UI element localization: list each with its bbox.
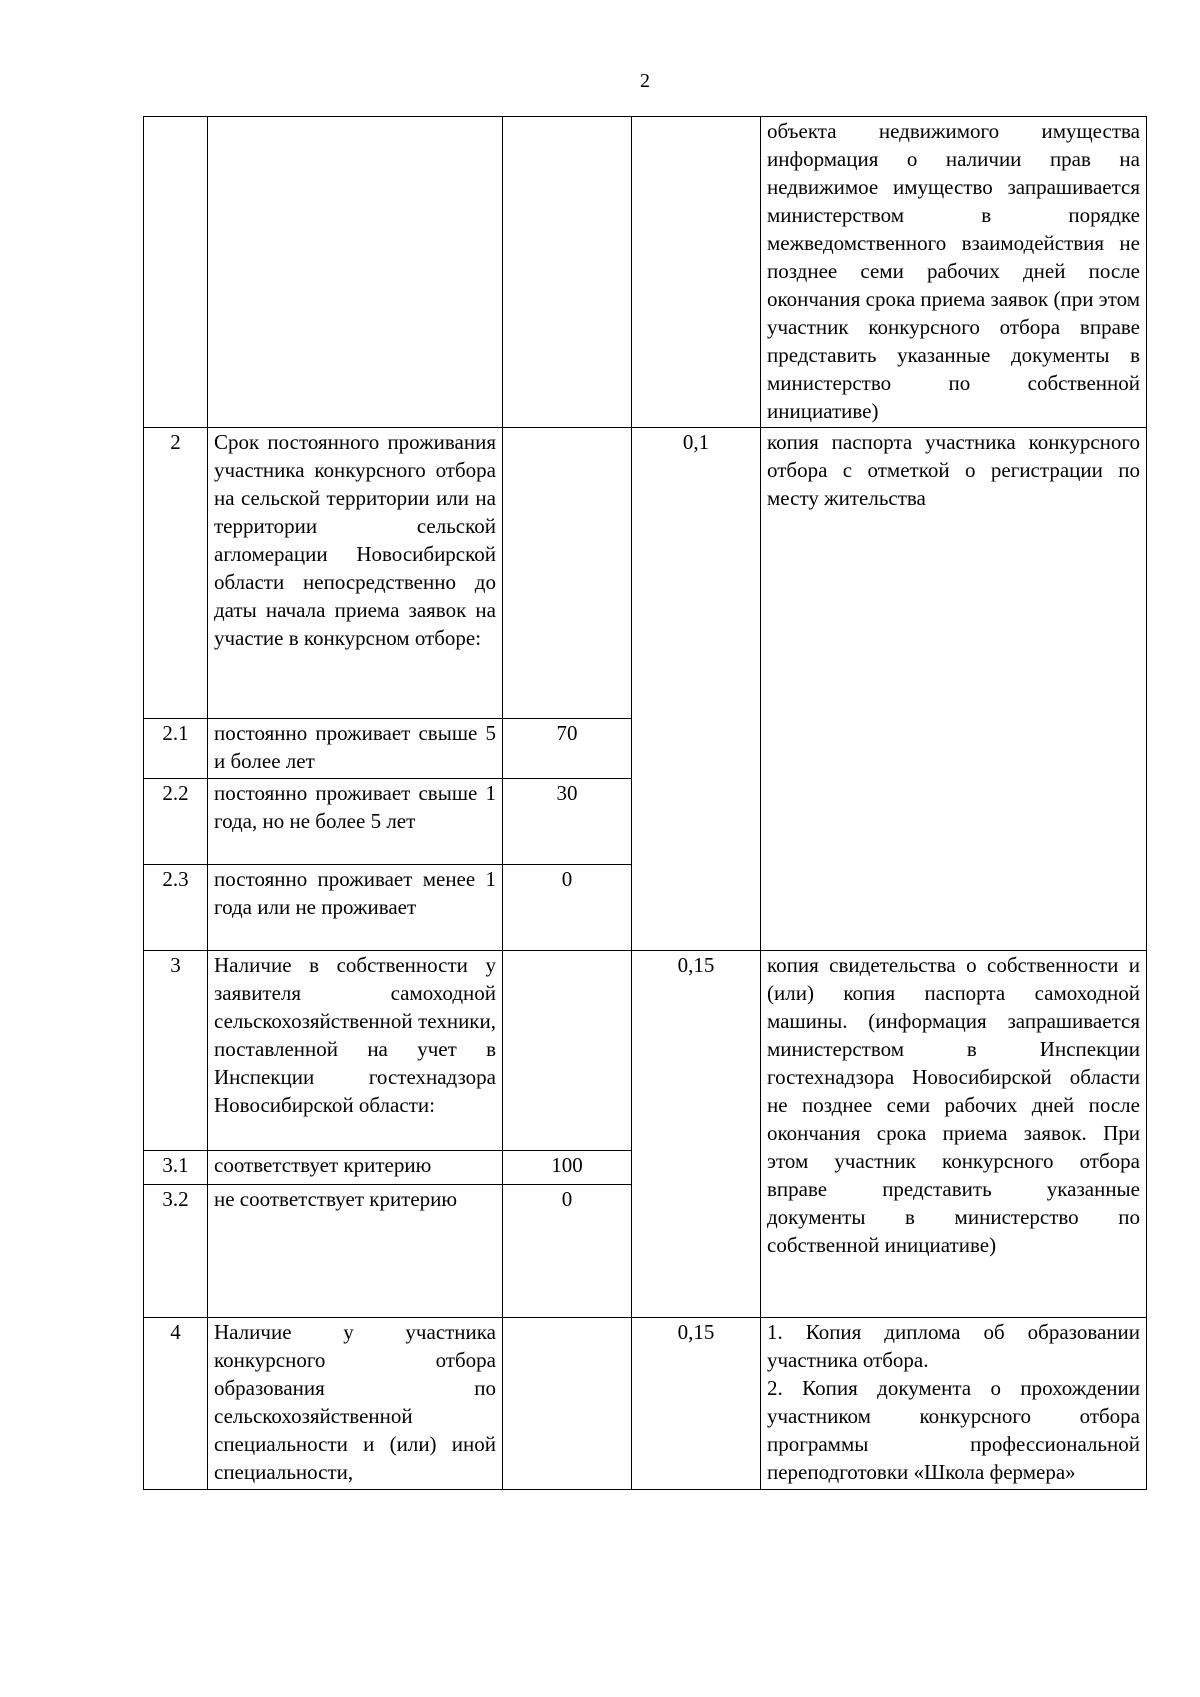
- criterion-cell: не соответствует критерию: [208, 1185, 503, 1318]
- criterion-cell: постоянно проживает свыше 5 и более лет: [208, 719, 503, 779]
- table-row: [144, 117, 1147, 428]
- documents-cell: объекта недвижимого имущества информация о наличии прав на недвижимое имущество запрашивается министерством в порядке межведомственного взаимодействия не позднее семи рабочих дней после окончания срока приема заявок (при этом участник конкурсного отбора вправе представить указанные документы в министерство по собственной инициативе): [761, 117, 1147, 428]
- table-row: [144, 951, 1147, 1151]
- criterion-cell: Срок постоянного проживания участника конкурсного отбора на сельской территории или на территории сельской агломерации Новосибирской области непосредственно до даты начала приема заявок на участие в конкурсном отборе:: [208, 428, 503, 719]
- documents-cell: копия паспорта участника конкурсного отбора с отметкой о регистрации по месту жительства: [761, 428, 1147, 951]
- row-number-cell: 3.2: [144, 1185, 208, 1318]
- row-number-cell: 2.2: [144, 779, 208, 865]
- criterion-cell: Наличие в собственности у заявителя самоходной сельскохозяйственной техники, поставленной на учет в Инспекции гостехнадзора Новосибирской области:: [208, 951, 503, 1151]
- document-item: 1. Копия диплома об образовании участника отбора.: [767, 1320, 1140, 1372]
- points-cell: [503, 951, 632, 1151]
- criterion-cell: соответствует критерию: [208, 1151, 503, 1185]
- criterion-cell: Наличие у участника конкурсного отбора образования по сельскохозяйственной специальности и (или) иной специальности,: [208, 1318, 503, 1490]
- page-number: 2: [640, 70, 650, 92]
- points-cell: [503, 117, 632, 428]
- criterion-cell: постоянно проживает свыше 1 года, но не более 5 лет: [208, 779, 503, 865]
- documents-cell: копия свидетельства о собственности и (или) копия паспорта самоходной машины. (информация запрашивается министерством в Инспекции гостехнадзора Новосибирской области не позднее семи рабочих дней после окончания срока приема заявок. При этом участник конкурсного отбора вправе представить указанные документы в министерство по собственной инициативе): [761, 951, 1147, 1318]
- row-number-cell: 2.1: [144, 719, 208, 779]
- weight-cell: 0,1: [632, 428, 761, 951]
- points-cell: [503, 428, 632, 719]
- document-item: 2. Копия документа о прохождении участником конкурсного отбора программы профессиональной переподготовки «Школа фермера»: [767, 1376, 1140, 1484]
- weight-cell: [632, 117, 761, 428]
- points-cell: 100: [503, 1151, 632, 1185]
- row-number-cell: 3.1: [144, 1151, 208, 1185]
- table-row: [144, 428, 1147, 719]
- weight-cell: 0,15: [632, 951, 761, 1318]
- points-cell: 30: [503, 779, 632, 865]
- table-row: [144, 1318, 1147, 1490]
- row-number-cell: 2.3: [144, 865, 208, 951]
- criterion-cell: [208, 117, 503, 428]
- row-number-cell: 4: [144, 1318, 208, 1490]
- points-cell: 70: [503, 719, 632, 779]
- criteria-table: [143, 116, 1147, 1490]
- points-cell: 0: [503, 865, 632, 951]
- row-number-cell: [144, 117, 208, 428]
- row-number-cell: 3: [144, 951, 208, 1151]
- weight-cell: 0,15: [632, 1318, 761, 1490]
- row-number-cell: 2: [144, 428, 208, 719]
- documents-cell: [761, 1318, 1147, 1490]
- points-cell: 0: [503, 1185, 632, 1318]
- criterion-cell: постоянно проживает менее 1 года или не проживает: [208, 865, 503, 951]
- points-cell: [503, 1318, 632, 1490]
